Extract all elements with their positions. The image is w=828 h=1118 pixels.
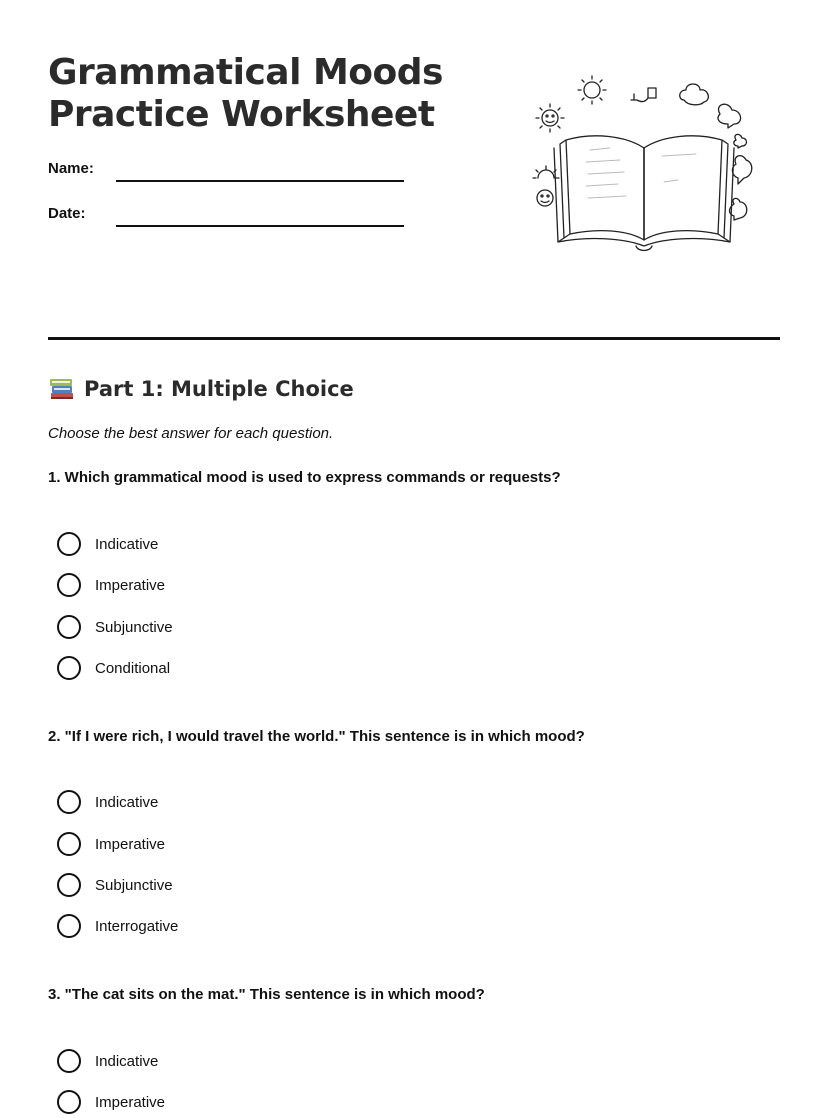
date-field-row: [48, 205, 408, 229]
q2-option-indicative[interactable]: [57, 789, 158, 815]
page-title-line-1: Grammatical Moods: [48, 52, 443, 93]
q3-option-indicative[interactable]: [57, 1048, 158, 1074]
option-label: Subjunctive: [95, 876, 173, 894]
option-label: Subjunctive: [95, 618, 173, 636]
option-label: Indicative: [95, 535, 159, 553]
option-label: Conditional: [95, 659, 171, 677]
name-label: Name:: [48, 160, 94, 177]
option-label: Interrogative: [95, 917, 179, 935]
radio-button[interactable]: [57, 615, 81, 639]
radio-button[interactable]: [57, 573, 81, 597]
question-1-text: 1. Which grammatical mood is used to express commands or requests?: [48, 469, 561, 486]
name-field-row: [48, 160, 408, 184]
section-divider: [48, 337, 780, 340]
q1-option-imperative[interactable]: [57, 572, 165, 598]
option-label: Imperative: [95, 1093, 166, 1111]
radio-button[interactable]: [57, 832, 81, 856]
radio-button[interactable]: [57, 656, 81, 680]
radio-button[interactable]: [57, 1090, 81, 1114]
radio-button[interactable]: [57, 1049, 81, 1073]
part1-instructions: Choose the best answer for each question.: [48, 425, 334, 442]
name-field[interactable]: [116, 180, 404, 182]
q1-option-subjunctive[interactable]: [57, 614, 173, 640]
page-title-line-2: Practice Worksheet: [48, 94, 435, 135]
books-icon: [48, 375, 76, 403]
q2-option-interrogative[interactable]: [57, 913, 178, 939]
radio-button[interactable]: [57, 873, 81, 897]
q1-option-indicative[interactable]: [57, 531, 158, 557]
date-field[interactable]: [116, 225, 404, 227]
option-label: Indicative: [95, 1052, 159, 1070]
radio-button[interactable]: [57, 532, 81, 556]
page-title: [48, 52, 488, 136]
open-book-doodle-icon: [528, 70, 760, 254]
q2-option-subjunctive[interactable]: [57, 872, 173, 898]
part1-title: Part 1: Multiple Choice: [84, 377, 354, 401]
question-3-text: 3. "The cat sits on the mat." This sentence is in which mood?: [48, 986, 485, 1003]
q2-option-imperative[interactable]: [57, 831, 165, 857]
radio-button[interactable]: [57, 914, 81, 938]
option-label: Imperative: [95, 835, 166, 853]
radio-button[interactable]: [57, 790, 81, 814]
option-label: Indicative: [95, 793, 159, 811]
date-label: Date:: [48, 205, 86, 222]
part1-heading: [48, 372, 354, 406]
q1-option-conditional[interactable]: [57, 655, 170, 681]
q3-option-imperative[interactable]: [57, 1089, 165, 1115]
question-2-text: 2. "If I were rich, I would travel the world." This sentence is in which mood?: [48, 728, 585, 745]
option-label: Imperative: [95, 576, 166, 594]
